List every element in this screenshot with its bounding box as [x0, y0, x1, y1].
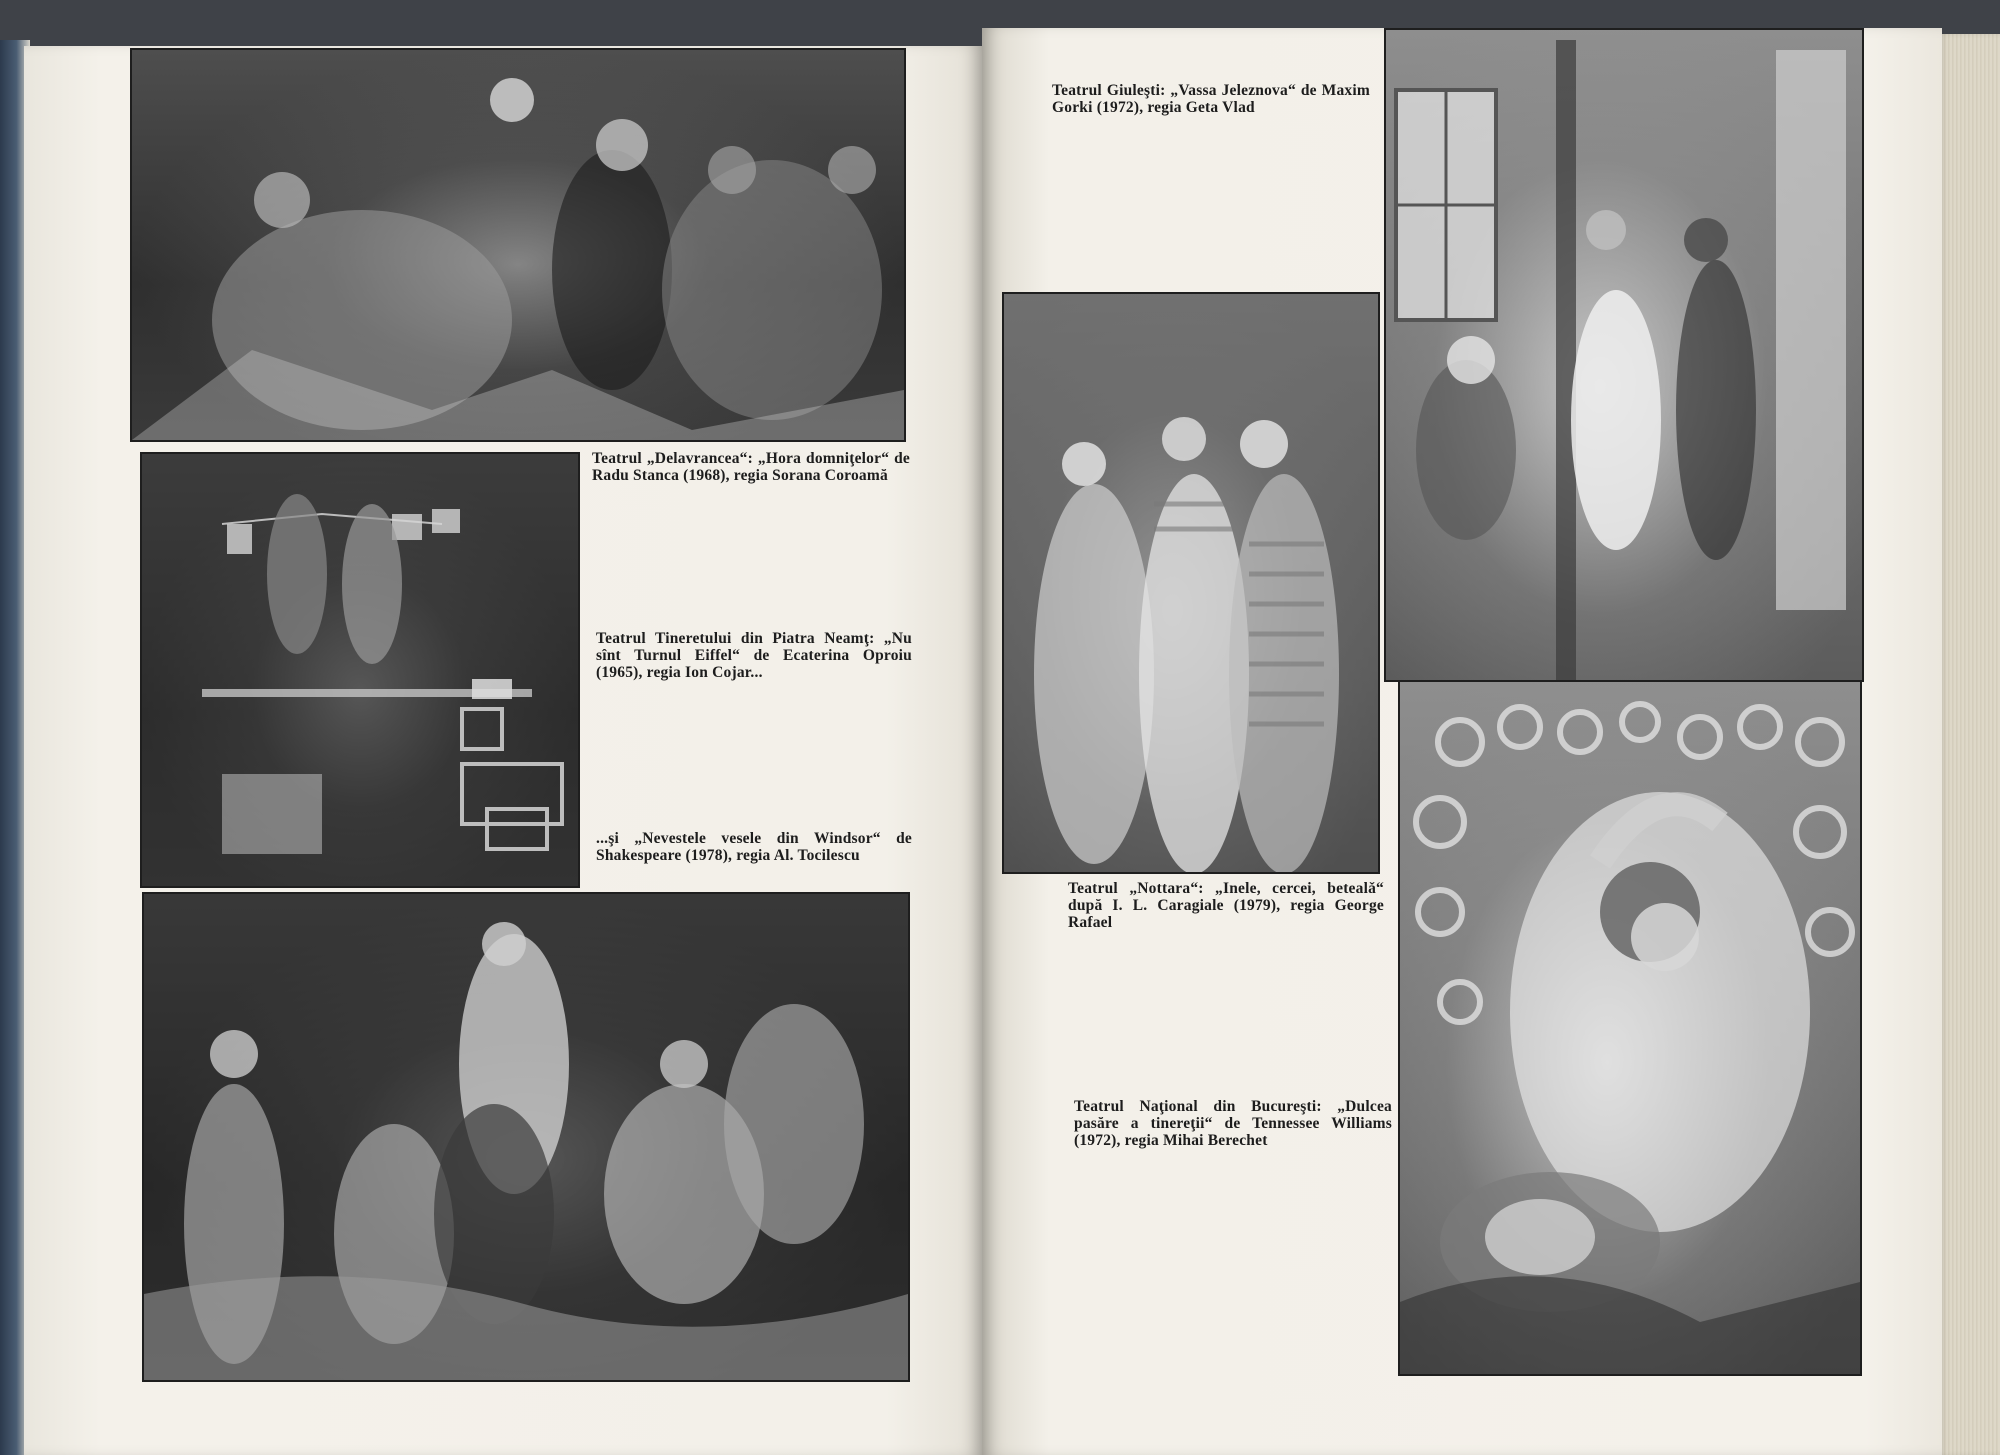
photo-hora-domnitelor: [130, 48, 906, 442]
photo-nevestele-vesele: [142, 892, 910, 1382]
caption-hora-domnitelor: Teatrul „Delavrancea“: „Hora domniţelor“ de Radu Stanca (1968), regia Sorana Coroamă: [592, 450, 910, 484]
photo-dulcea-pasare-a-tineretii: [1398, 680, 1862, 1376]
caption-nevestele-vesele: ...şi „Nevestele vesele din Windsor“ de Shakespeare (1978), regia Al. Tocilescu: [596, 830, 912, 864]
photo-nu-sint-turnul-eiffel: [140, 452, 580, 888]
caption-vassa-jeleznova: Teatrul Giuleşti: „Vassa Jeleznova“ de Maxim Gorki (1972), regia Geta Vlad: [1052, 82, 1370, 116]
caption-nu-sint-turnul-eiffel: Teatrul Tineretului din Piatra Neamţ: „Nu sînt Turnul Eiffel“ de Ecaterina Oproiu (1965), regia Ion Cojar...: [596, 630, 912, 681]
photo-inele-cercei-beteala: [1002, 292, 1380, 874]
caption-inele-cercei-beteala: Teatrul „Nottara“: „Inele, cercei, betealǎ“ după I. L. Caragiale (1979), regia George Rafael: [1068, 880, 1384, 931]
caption-dulcea-pasare: Teatrul Naţional din Bucureşti: „Dulcea pasăre a tinereţii“ de Tennessee Williams (1972), regia Mihai Berechet: [1074, 1098, 1392, 1149]
page-stack-edge: [1938, 34, 2000, 1455]
photo-vassa-jeleznova: [1384, 28, 1864, 682]
